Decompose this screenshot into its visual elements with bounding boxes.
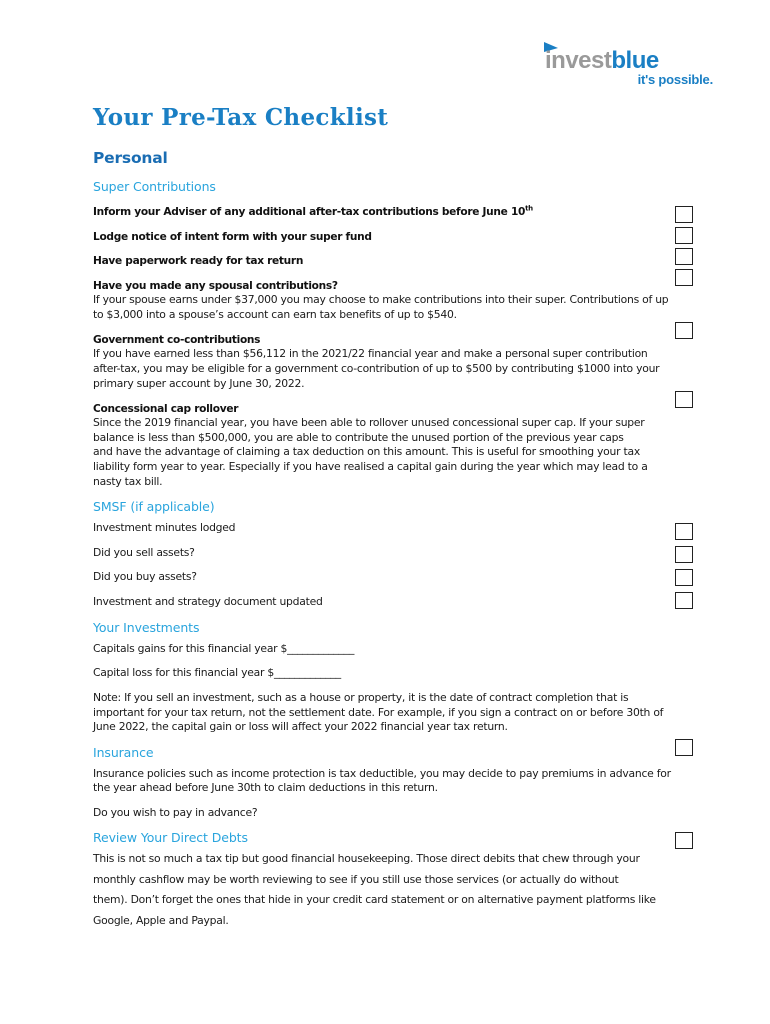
checkbox-smsf-minutes[interactable]	[675, 523, 693, 540]
subheading-super-contributions: Super Contributions	[93, 179, 216, 194]
investments-note-line-2: important for your tax return, not the settlement date. For example, if you sign a contract on or before 30th of	[93, 706, 664, 719]
insurance-question: Do you wish to pay in advance?	[93, 806, 258, 819]
debits-line-1: This is not so much a tax tip but good financial housekeeping. Those direct debits that chew through your	[93, 852, 640, 865]
insurance-line-2: the year ahead before June 30th to claim deductions in this return.	[93, 781, 438, 794]
checkbox-gov-co-contributions[interactable]	[675, 322, 693, 339]
debits-line-4: Google, Apple and Paypal.	[93, 914, 229, 927]
investments-capital-gains: Capitals gains for this financial year $_____________	[93, 642, 355, 655]
investblue-logo	[543, 42, 715, 90]
smsf-item-buy-assets: Did you buy assets?	[93, 570, 197, 583]
gov-line-1: If you have earned less than $56,112 in the 2021/22 financial year and make a personal super contribution	[93, 347, 648, 360]
super-item-inform-adviser-text: Inform your Adviser of any additional after-tax contributions before June 10	[93, 206, 526, 218]
superscript-th: th	[525, 204, 533, 213]
cap-line-5: nasty tax bill.	[93, 475, 163, 488]
debits-line-2: monthly cashflow may be worth reviewing to see if you still use those services (or actually do without	[93, 873, 619, 886]
logo-word-invest: invest	[545, 47, 612, 74]
smsf-item-strategy: Investment and strategy document updated	[93, 595, 323, 608]
checkbox-direct-debits[interactable]	[675, 832, 693, 849]
super-item-inform-adviser	[93, 206, 533, 218]
gov-line-2: after-tax, you may be eligible for a government co-contribution of up to $500 by contributing $1000 into your	[93, 362, 660, 375]
page-title: Your Pre-Tax Checklist	[93, 104, 389, 131]
checkbox-smsf-sell[interactable]	[675, 546, 693, 563]
logo-word-blue: blue	[611, 47, 659, 74]
checkbox-concessional-cap[interactable]	[675, 391, 693, 408]
logo-tagline: it's possible.	[637, 72, 713, 87]
smsf-item-minutes: Investment minutes lodged	[93, 521, 236, 534]
spousal-heading: Have you made any spousal contributions?	[93, 280, 338, 292]
checkbox-inform-adviser[interactable]	[675, 206, 693, 223]
subheading-smsf: SMSF (if applicable)	[93, 499, 215, 514]
gov-co-contributions-heading: Government co-contributions	[93, 334, 261, 346]
checkbox-insurance[interactable]	[675, 739, 693, 756]
subheading-insurance: Insurance	[93, 745, 154, 760]
concessional-cap-heading: Concessional cap rollover	[93, 403, 239, 415]
cap-line-4: liability form year to year. Especially if you have realised a capital gain during the year which may lead to a	[93, 460, 648, 473]
smsf-item-sell-assets: Did you sell assets?	[93, 546, 195, 559]
investments-capital-loss: Capital loss for this financial year $_____________	[93, 666, 341, 679]
spousal-line-1: If your spouse earns under $37,000 you may choose to make contributions into their super. Contributions of up	[93, 293, 669, 306]
checkbox-paperwork[interactable]	[675, 248, 693, 265]
checkbox-smsf-buy[interactable]	[675, 569, 693, 586]
investments-note-line-3: June 2022, the capital gain or loss will affect your 2022 financial year tax return.	[93, 720, 508, 733]
debits-line-3: them). Don’t forget the ones that hide in your credit card statement or on alternative payment platforms like	[93, 893, 656, 906]
subheading-your-investments: Your Investments	[93, 620, 200, 635]
spousal-line-2: to $3,000 into a spouse’s account can earn tax benefits of up to $540.	[93, 308, 457, 321]
checkbox-spousal[interactable]	[675, 269, 693, 286]
cap-line-1: Since the 2019 financial year, you have been able to rollover unused concessional super cap. If your super	[93, 416, 645, 429]
super-item-lodge-notice: Lodge notice of intent form with your super fund	[93, 231, 372, 243]
insurance-line-1: Insurance policies such as income protection is tax deductible, you may decide to pay premiums in advance for	[93, 767, 671, 780]
investments-note-line-1: Note: If you sell an investment, such as a house or property, it is the date of contract completion that is	[93, 691, 629, 704]
gov-line-3: primary super account by June 30, 2022.	[93, 377, 305, 390]
section-heading-personal: Personal	[93, 149, 168, 167]
checkbox-lodge-notice[interactable]	[675, 227, 693, 244]
cap-line-3: and have the advantage of claiming a tax deduction on this amount. This is useful for smoothing your tax	[93, 445, 640, 458]
super-item-paperwork: Have paperwork ready for tax return	[93, 255, 304, 267]
checkbox-smsf-strategy[interactable]	[675, 592, 693, 609]
subheading-direct-debits: Review Your Direct Debts	[93, 830, 248, 845]
cap-line-2: balance is less than $500,000, you are able to contribute the unused portion of the previous year caps	[93, 431, 624, 444]
